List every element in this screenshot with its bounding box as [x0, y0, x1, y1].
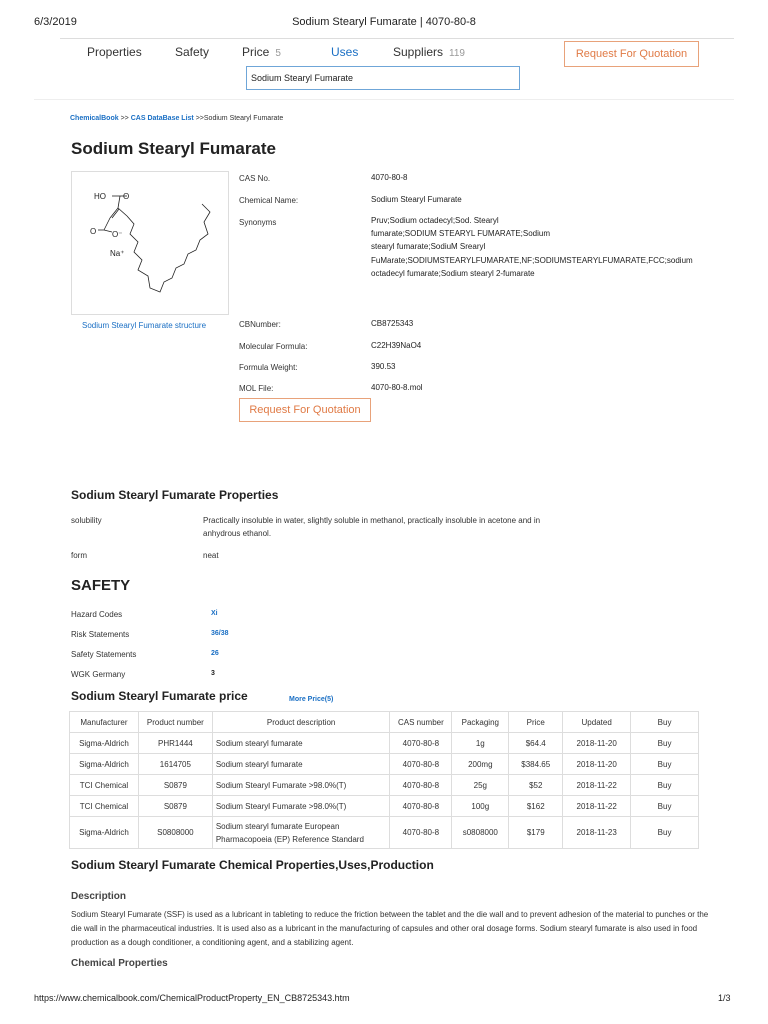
print-url: https://www.chemicalbook.com/ChemicalProductProperty_EN_CB8725343.htm: [34, 993, 350, 1003]
prop-form-value: neat: [203, 551, 219, 560]
search-input[interactable]: Sodium Stearyl Fumarate: [246, 66, 520, 90]
price-title: Sodium Stearyl Fumarate price: [71, 689, 248, 703]
field-cbnumber-label: CBNumber:: [239, 320, 281, 329]
breadcrumb-current: Sodium Stearyl Fumarate: [203, 115, 284, 122]
suppliers-count: 119: [449, 48, 465, 59]
safety-wgk-value: 3: [211, 670, 215, 677]
field-cas-value[interactable]: 4070-80-8: [371, 173, 408, 182]
more-price-link[interactable]: More Price(5): [289, 696, 334, 703]
field-cbnumber-value: CB8725343: [371, 319, 414, 328]
description-heading: Description: [71, 891, 127, 902]
buy-link[interactable]: Buy: [631, 775, 699, 796]
table-row: Sigma-Aldrich PHR1444 Sodium stearyl fumarate 4070-80-8 1g $64.4 2018-11-20 Buy: [70, 733, 699, 754]
safety-statements-label: Safety Statements: [71, 650, 137, 659]
col-price: Price: [509, 712, 563, 733]
buy-link[interactable]: Buy: [631, 733, 699, 754]
col-updated: Updated: [563, 712, 631, 733]
safety-statements-value[interactable]: 26: [211, 650, 219, 657]
description-text: Sodium Stearyl Fumarate (SSF) is used as a lubricant in tableting to reduce the friction between the tablet and the die wall and to prevent adhesion of the material to punches or the die wall in the pharmaceutical industries. It is used also as a lubricant in the manufacturing of capsules and other oral dosage forms. Sodium stearyl fumarate is also used in food production as a dough conditioner, a conditioning agent, and a stabilizing agent.: [71, 910, 709, 947]
svg-text:O⁻: O⁻: [112, 230, 123, 239]
breadcrumb-home[interactable]: ChemicalBook: [70, 115, 119, 122]
svg-text:O: O: [123, 192, 130, 201]
col-cas-number: CAS number: [390, 712, 452, 733]
print-page-number: 1/3: [718, 993, 731, 1003]
header-divider: [34, 99, 734, 100]
print-date: 6/3/2019: [34, 16, 77, 28]
tab-price[interactable]: Price 5: [242, 45, 281, 59]
print-doc-title: Sodium Stearyl Fumarate | 4070-80-8: [292, 16, 476, 28]
tab-uses[interactable]: Uses: [331, 45, 359, 59]
col-buy: Buy: [631, 712, 699, 733]
table-row: Sigma-Aldrich S0808000 Sodium stearyl fumarate European Pharmacopoeia (EP) Reference Standard 4070-80-8 s0808000 $179 2018-11-23 Buy: [70, 817, 699, 849]
svg-text:HO: HO: [94, 192, 106, 201]
breadcrumb-cas-list[interactable]: CAS DataBase List: [130, 115, 194, 122]
safety-wgk-label: WGK Germany: [71, 670, 126, 679]
col-product-description: Product description: [212, 712, 390, 733]
svg-text:O: O: [90, 227, 97, 236]
tab-properties[interactable]: Properties: [87, 45, 142, 59]
field-chemname-value: Sodium Stearyl Fumarate: [371, 195, 462, 204]
tab-suppliers[interactable]: Suppliers 119: [393, 45, 465, 59]
buy-link[interactable]: Buy: [631, 754, 699, 775]
safety-risk-value[interactable]: 36/38: [211, 630, 229, 637]
field-synonyms-value: Pruv;Sodium octadecyl;Sod. Stearyl fumarate;SODIUM STEARYL FUMARATE;Sodium stearyl fumarate;SodiuM Srearyl FuMarate;SODIUMSTEARYLFUMARATE,NF;SODIUMSTEARYLFUMARATE,FCC;sodium octadecyl fumarate;Sodium stearyl 2-fumarate: [371, 216, 693, 278]
col-packaging: Packaging: [452, 712, 509, 733]
table-row: TCI Chemical S0879 Sodium Stearyl Fumarate >98.0%(T) 4070-80-8 100g $162 2018-11-22 Buy: [70, 796, 699, 817]
field-formula-label: Molecular Formula:: [239, 342, 308, 351]
tab-safety[interactable]: Safety: [175, 45, 210, 59]
price-table: [69, 711, 699, 849]
molecule-structure-icon: [72, 172, 228, 314]
request-quotation-button[interactable]: Request For Quotation: [239, 398, 371, 422]
breadcrumb: ChemicalBook >> CAS DataBase List >>Sodium Stearyl Fumarate: [70, 115, 284, 122]
price-count: 5: [275, 48, 281, 59]
field-weight-label: Formula Weight:: [239, 363, 298, 372]
properties-title: Sodium Stearyl Fumarate Properties: [71, 488, 279, 502]
field-molfile-label: MOL File:: [239, 384, 274, 393]
safety-hazard-label: Hazard Codes: [71, 610, 123, 619]
uses-title: Sodium Stearyl Fumarate Chemical Properties,Uses,Production: [71, 858, 434, 872]
prop-solubility-value: Practically insoluble in water, slightly soluble in methanol, practically insoluble in acetone and in anhydrous ethanol.: [203, 516, 541, 538]
structure-image: [71, 171, 229, 315]
safety-risk-label: Risk Statements: [71, 630, 130, 639]
prop-solubility-label: solubility: [71, 516, 102, 525]
prop-form-label: form: [71, 551, 87, 560]
field-synonyms-label: Synonyms: [239, 218, 277, 227]
request-quotation-button-top[interactable]: Request For Quotation: [564, 41, 699, 67]
price-table-header: [70, 712, 699, 733]
table-row: TCI Chemical S0879 Sodium Stearyl Fumarate >98.0%(T) 4070-80-8 25g $52 2018-11-22 Buy: [70, 775, 699, 796]
field-chemname-label: Chemical Name:: [239, 196, 299, 205]
field-weight-value: 390.53: [371, 362, 396, 371]
svg-text:Na⁺: Na⁺: [110, 249, 125, 258]
table-row: Sigma-Aldrich 1614705 Sodium stearyl fumarate 4070-80-8 200mg $384.65 2018-11-20 Buy: [70, 754, 699, 775]
structure-caption[interactable]: Sodium Stearyl Fumarate structure: [82, 321, 207, 330]
chemical-properties-heading: Chemical Properties: [71, 958, 168, 969]
field-cas-label: CAS No.: [239, 174, 271, 183]
safety-title: SAFETY: [71, 577, 131, 594]
safety-hazard-value[interactable]: Xi: [211, 610, 218, 617]
field-formula-value: C22H39NaO4: [371, 341, 422, 350]
col-manufacturer: Manufacturer: [70, 712, 139, 733]
buy-link[interactable]: Buy: [631, 817, 699, 849]
col-product-number: Product number: [138, 712, 212, 733]
page-title: Sodium Stearyl Fumarate: [71, 139, 277, 158]
buy-link[interactable]: Buy: [631, 796, 699, 817]
nav-divider: [60, 38, 734, 39]
field-molfile-value[interactable]: 4070-80-8.mol: [371, 383, 423, 392]
